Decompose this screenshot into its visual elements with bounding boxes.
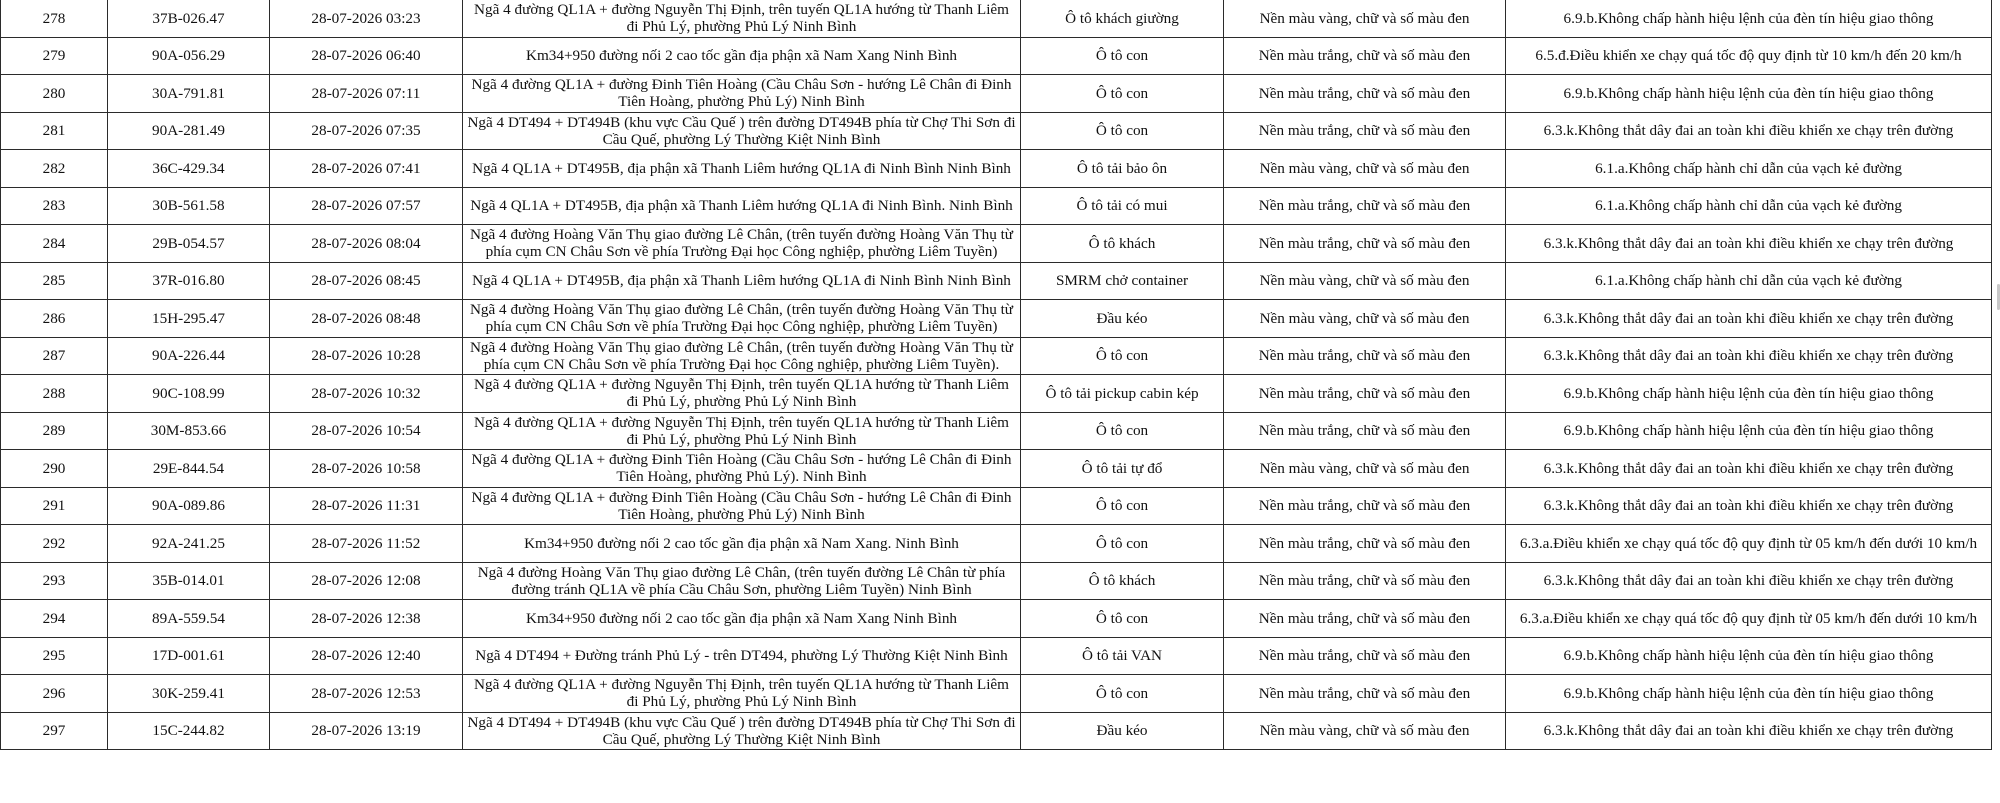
cell-vehicle-type: Ô tô con xyxy=(1021,412,1224,450)
cell-plate-number: 30B-561.58 xyxy=(108,187,270,225)
cell-plate-color: Nền màu trắng, chữ và số màu đen xyxy=(1224,637,1506,675)
cell-violation-time: 28-07-2026 12:38 xyxy=(270,600,463,638)
cell-stt: 290 xyxy=(1,450,108,488)
cell-vehicle-type: Ô tô con xyxy=(1021,600,1224,638)
table-row xyxy=(1,562,1992,600)
cell-violation-time: 28-07-2026 12:53 xyxy=(270,675,463,713)
cell-vehicle-type: Ô tô tải có mui xyxy=(1021,187,1224,225)
cell-plate-color: Nền màu vàng, chữ và số màu đen xyxy=(1224,262,1506,300)
cell-stt: 286 xyxy=(1,300,108,338)
cell-plate-number: 17D-001.61 xyxy=(108,637,270,675)
cell-stt: 283 xyxy=(1,187,108,225)
cell-plate-color: Nền màu trắng, chữ và số màu đen xyxy=(1224,412,1506,450)
cell-stt: 279 xyxy=(1,37,108,75)
cell-plate-color: Nền màu trắng, chữ và số màu đen xyxy=(1224,562,1506,600)
table-row xyxy=(1,112,1992,150)
cell-violation-time: 28-07-2026 08:48 xyxy=(270,300,463,338)
cell-violation-time: 28-07-2026 07:35 xyxy=(270,112,463,150)
cell-stt: 294 xyxy=(1,600,108,638)
table-row xyxy=(1,600,1992,638)
cell-plate-number: 37R-016.80 xyxy=(108,262,270,300)
cell-violation: 6.9.b.Không chấp hành hiệu lệnh của đèn tín hiệu giao thông xyxy=(1506,675,1992,713)
cell-violation-time: 28-07-2026 08:04 xyxy=(270,225,463,263)
cell-vehicle-type: Ô tô khách xyxy=(1021,225,1224,263)
cell-location: Ngã 4 đường QL1A + đường Nguyễn Thị Định, trên tuyến QL1A hướng từ Thanh Liêm đi Phủ Lý, phường Phủ Lý Ninh Bình xyxy=(463,375,1021,413)
cell-location: Ngã 4 QL1A + DT495B, địa phận xã Thanh Liêm hướng QL1A đi Ninh Bình Ninh Bình xyxy=(463,150,1021,188)
cell-vehicle-type: Ô tô tải tự đổ xyxy=(1021,450,1224,488)
cell-violation-time: 28-07-2026 12:40 xyxy=(270,637,463,675)
cell-plate-color: Nền màu trắng, chữ và số màu đen xyxy=(1224,112,1506,150)
cell-location: Ngã 4 đường QL1A + đường Nguyễn Thị Định, trên tuyến QL1A hướng từ Thanh Liêm đi Phủ Lý, phường Phủ Lý Ninh Bình xyxy=(463,0,1021,37)
cell-plate-number: 30M-853.66 xyxy=(108,412,270,450)
cell-location: Ngã 4 đường Hoàng Văn Thụ giao đường Lê Chân, (trên tuyến đường Hoàng Văn Thụ từ phía cụm CN Châu Sơn về phía Trường Đại học Công nghiệp, phường Liêm Tuyền) xyxy=(463,225,1021,263)
cell-violation: 6.9.b.Không chấp hành hiệu lệnh của đèn tín hiệu giao thông xyxy=(1506,637,1992,675)
cell-vehicle-type: Ô tô con xyxy=(1021,37,1224,75)
table-row xyxy=(1,262,1992,300)
cell-violation: 6.3.k.Không thắt dây đai an toàn khi điều khiển xe chạy trên đường xyxy=(1506,450,1992,488)
cell-stt: 296 xyxy=(1,675,108,713)
cell-vehicle-type: Ô tô khách xyxy=(1021,562,1224,600)
cell-stt: 284 xyxy=(1,225,108,263)
violations-table-body xyxy=(1,0,1992,750)
cell-location: Ngã 4 DT494 + Đường tránh Phủ Lý - trên DT494, phường Lý Thường Kiệt Ninh Bình xyxy=(463,637,1021,675)
cell-location: Ngã 4 đường Hoàng Văn Thụ giao đường Lê Chân, (trên tuyến đường Hoàng Văn Thụ từ phía cụm CN Châu Sơn về phía Trường Đại học Công nghiệp, phường Liêm Tuyền). xyxy=(463,337,1021,375)
cell-stt: 291 xyxy=(1,487,108,525)
cell-location: Ngã 4 đường Hoàng Văn Thụ giao đường Lê Chân, (trên tuyến đường Hoàng Văn Thụ từ phía cụm CN Châu Sơn về phía Trường Đại học Công nghiệp, phường Liêm Tuyền) xyxy=(463,300,1021,338)
table-row xyxy=(1,0,1992,37)
table-row xyxy=(1,487,1992,525)
cell-plate-color: Nền màu trắng, chữ và số màu đen xyxy=(1224,375,1506,413)
table-row xyxy=(1,300,1992,338)
cell-vehicle-type: Ô tô con xyxy=(1021,675,1224,713)
cell-violation: 6.3.k.Không thắt dây đai an toàn khi điều khiển xe chạy trên đường xyxy=(1506,562,1992,600)
cell-violation-time: 28-07-2026 07:41 xyxy=(270,150,463,188)
cell-plate-number: 15H-295.47 xyxy=(108,300,270,338)
cell-stt: 297 xyxy=(1,712,108,750)
cell-location: Ngã 4 QL1A + DT495B, địa phận xã Thanh Liêm hướng QL1A đi Ninh Bình Ninh Bình xyxy=(463,262,1021,300)
cell-vehicle-type: Ô tô tải pickup cabin kép xyxy=(1021,375,1224,413)
table-row xyxy=(1,450,1992,488)
cell-violation: 6.3.a.Điều khiển xe chạy quá tốc độ quy định từ 05 km/h đến dưới 10 km/h xyxy=(1506,600,1992,638)
cell-vehicle-type: Ô tô khách giường xyxy=(1021,0,1224,37)
cell-plate-number: 29E-844.54 xyxy=(108,450,270,488)
cell-vehicle-type: Đầu kéo xyxy=(1021,712,1224,750)
cell-plate-number: 30K-259.41 xyxy=(108,675,270,713)
cell-violation: 6.9.b.Không chấp hành hiệu lệnh của đèn tín hiệu giao thông xyxy=(1506,75,1992,113)
cell-plate-color: Nền màu trắng, chữ và số màu đen xyxy=(1224,225,1506,263)
cell-vehicle-type: Ô tô con xyxy=(1021,75,1224,113)
cell-plate-number: 90A-281.49 xyxy=(108,112,270,150)
cell-plate-number: 35B-014.01 xyxy=(108,562,270,600)
cell-vehicle-type: Ô tô tải bảo ôn xyxy=(1021,150,1224,188)
cell-vehicle-type: Ô tô tải VAN xyxy=(1021,637,1224,675)
table-row xyxy=(1,412,1992,450)
cell-violation: 6.1.a.Không chấp hành chỉ dẫn của vạch kẻ đường xyxy=(1506,187,1992,225)
cell-location: Km34+950 đường nối 2 cao tốc gần địa phận xã Nam Xang Ninh Bình xyxy=(463,600,1021,638)
cell-location: Ngã 4 QL1A + DT495B, địa phận xã Thanh Liêm hướng QL1A đi Ninh Bình. Ninh Bình xyxy=(463,187,1021,225)
cell-violation-time: 28-07-2026 11:52 xyxy=(270,525,463,563)
cell-violation-time: 28-07-2026 06:40 xyxy=(270,37,463,75)
cell-plate-number: 89A-559.54 xyxy=(108,600,270,638)
cell-plate-number: 29B-054.57 xyxy=(108,225,270,263)
cell-plate-number: 90A-226.44 xyxy=(108,337,270,375)
cell-violation-time: 28-07-2026 10:58 xyxy=(270,450,463,488)
cell-violation: 6.1.a.Không chấp hành chỉ dẫn của vạch kẻ đường xyxy=(1506,150,1992,188)
cell-stt: 288 xyxy=(1,375,108,413)
cell-violation: 6.3.k.Không thắt dây đai an toàn khi điều khiển xe chạy trên đường xyxy=(1506,112,1992,150)
cell-violation-time: 28-07-2026 03:23 xyxy=(270,0,463,37)
cell-violation: 6.3.k.Không thắt dây đai an toàn khi điều khiển xe chạy trên đường xyxy=(1506,487,1992,525)
cell-stt: 293 xyxy=(1,562,108,600)
cell-plate-color: Nền màu trắng, chữ và số màu đen xyxy=(1224,187,1506,225)
cell-stt: 280 xyxy=(1,75,108,113)
table-row xyxy=(1,187,1992,225)
cell-stt: 287 xyxy=(1,337,108,375)
table-row xyxy=(1,225,1992,263)
cell-violation-time: 28-07-2026 10:54 xyxy=(270,412,463,450)
cell-violation-time: 28-07-2026 12:08 xyxy=(270,562,463,600)
cell-plate-color: Nền màu trắng, chữ và số màu đen xyxy=(1224,525,1506,563)
cell-vehicle-type: SMRM chở container xyxy=(1021,262,1224,300)
cell-plate-color: Nền màu trắng, chữ và số màu đen xyxy=(1224,487,1506,525)
cell-plate-number: 36C-429.34 xyxy=(108,150,270,188)
cell-location: Ngã 4 đường QL1A + đường Đinh Tiên Hoàng (Cầu Châu Sơn - hướng Lê Chân đi Đinh Tiên Hoàng, phường Phủ Lý) Ninh Bình xyxy=(463,487,1021,525)
table-row xyxy=(1,637,1992,675)
cell-stt: 289 xyxy=(1,412,108,450)
cell-violation: 6.3.k.Không thắt dây đai an toàn khi điều khiển xe chạy trên đường xyxy=(1506,300,1992,338)
cell-violation-time: 28-07-2026 08:45 xyxy=(270,262,463,300)
cell-violation: 6.9.b.Không chấp hành hiệu lệnh của đèn tín hiệu giao thông xyxy=(1506,375,1992,413)
table-row xyxy=(1,75,1992,113)
cell-vehicle-type: Ô tô con xyxy=(1021,112,1224,150)
cell-location: Ngã 4 đường QL1A + đường Đinh Tiên Hoàng (Cầu Châu Sơn - hướng Lê Chân đi Đinh Tiên Hoàng, phường Phủ Lý) Ninh Bình xyxy=(463,75,1021,113)
cell-violation: 6.3.k.Không thắt dây đai an toàn khi điều khiển xe chạy trên đường xyxy=(1506,712,1992,750)
cell-plate-color: Nền màu trắng, chữ và số màu đen xyxy=(1224,37,1506,75)
cell-location: Ngã 4 đường QL1A + đường Đinh Tiên Hoàng (Cầu Châu Sơn - hướng Lê Chân đi Đinh Tiên Hoàng, phường Phủ Lý). Ninh Bình xyxy=(463,450,1021,488)
cell-plate-color: Nền màu trắng, chữ và số màu đen xyxy=(1224,75,1506,113)
cell-violation: 6.3.k.Không thắt dây đai an toàn khi điều khiển xe chạy trên đường xyxy=(1506,225,1992,263)
cell-stt: 281 xyxy=(1,112,108,150)
cell-violation: 6.5.đ.Điều khiển xe chạy quá tốc độ quy định từ 10 km/h đến 20 km/h xyxy=(1506,37,1992,75)
cell-stt: 292 xyxy=(1,525,108,563)
table-row xyxy=(1,675,1992,713)
cell-location: Ngã 4 đường QL1A + đường Nguyễn Thị Định, trên tuyến QL1A hướng từ Thanh Liêm đi Phủ Lý, phường Phủ Lý Ninh Bình xyxy=(463,675,1021,713)
cell-violation-time: 28-07-2026 07:57 xyxy=(270,187,463,225)
cell-plate-color: Nền màu vàng, chữ và số màu đen xyxy=(1224,0,1506,37)
cell-plate-color: Nền màu trắng, chữ và số màu đen xyxy=(1224,675,1506,713)
cell-plate-number: 92A-241.25 xyxy=(108,525,270,563)
cell-violation: 6.9.b.Không chấp hành hiệu lệnh của đèn tín hiệu giao thông xyxy=(1506,412,1992,450)
cell-location: Ngã 4 đường QL1A + đường Nguyễn Thị Định, trên tuyến QL1A hướng từ Thanh Liêm đi Phủ Lý, phường Phủ Lý Ninh Bình xyxy=(463,412,1021,450)
cell-violation-time: 28-07-2026 13:19 xyxy=(270,712,463,750)
table-row xyxy=(1,337,1992,375)
cell-plate-color: Nền màu vàng, chữ và số màu đen xyxy=(1224,300,1506,338)
cell-location: Ngã 4 DT494 + DT494B (khu vực Cầu Quế ) trên đường DT494B phía từ Chợ Thi Sơn đi Cầu Quế, phường Lý Thường Kiệt Ninh Bình xyxy=(463,712,1021,750)
cell-location: Km34+950 đường nối 2 cao tốc gần địa phận xã Nam Xang Ninh Bình xyxy=(463,37,1021,75)
cell-stt: 282 xyxy=(1,150,108,188)
cell-violation: 6.1.a.Không chấp hành chỉ dẫn của vạch kẻ đường xyxy=(1506,262,1992,300)
cell-violation: 6.3.a.Điều khiển xe chạy quá tốc độ quy định từ 05 km/h đến dưới 10 km/h xyxy=(1506,525,1992,563)
cell-plate-number: 90C-108.99 xyxy=(108,375,270,413)
cell-stt: 278 xyxy=(1,0,108,37)
table-row xyxy=(1,525,1992,563)
cell-location: Ngã 4 đường Hoàng Văn Thụ giao đường Lê Chân, (trên tuyến đường Lê Chân từ phía đường tránh QL1A về phía Cầu Châu Sơn, phường Liêm Tuyền) Ninh Bình xyxy=(463,562,1021,600)
cell-location: Km34+950 đường nối 2 cao tốc gần địa phận xã Nam Xang. Ninh Bình xyxy=(463,525,1021,563)
cell-plate-number: 37B-026.47 xyxy=(108,0,270,37)
cell-plate-number: 90A-089.86 xyxy=(108,487,270,525)
cell-plate-color: Nền màu trắng, chữ và số màu đen xyxy=(1224,600,1506,638)
table-row xyxy=(1,150,1992,188)
cell-plate-color: Nền màu vàng, chữ và số màu đen xyxy=(1224,150,1506,188)
cell-violation-time: 28-07-2026 10:28 xyxy=(270,337,463,375)
cell-plate-number: 30A-791.81 xyxy=(108,75,270,113)
cell-violation-time: 28-07-2026 11:31 xyxy=(270,487,463,525)
cell-vehicle-type: Đầu kéo xyxy=(1021,300,1224,338)
table-row xyxy=(1,375,1992,413)
cell-violation: 6.9.b.Không chấp hành hiệu lệnh của đèn tín hiệu giao thông xyxy=(1506,0,1992,37)
cell-plate-number: 15C-244.82 xyxy=(108,712,270,750)
cell-location: Ngã 4 DT494 + DT494B (khu vực Cầu Quế ) trên đường DT494B phía từ Chợ Thi Sơn đi Cầu Quế, phường Lý Thường Kiệt Ninh Bình xyxy=(463,112,1021,150)
cell-violation-time: 28-07-2026 07:11 xyxy=(270,75,463,113)
cell-violation: 6.3.k.Không thắt dây đai an toàn khi điều khiển xe chạy trên đường xyxy=(1506,337,1992,375)
cell-vehicle-type: Ô tô con xyxy=(1021,525,1224,563)
cell-plate-number: 90A-056.29 xyxy=(108,37,270,75)
cell-plate-color: Nền màu vàng, chữ và số màu đen xyxy=(1224,450,1506,488)
cell-stt: 285 xyxy=(1,262,108,300)
cell-plate-color: Nền màu vàng, chữ và số màu đen xyxy=(1224,712,1506,750)
cell-stt: 295 xyxy=(1,637,108,675)
cell-violation-time: 28-07-2026 10:32 xyxy=(270,375,463,413)
cell-vehicle-type: Ô tô con xyxy=(1021,337,1224,375)
table-row xyxy=(1,712,1992,750)
cell-vehicle-type: Ô tô con xyxy=(1021,487,1224,525)
cell-plate-color: Nền màu trắng, chữ và số màu đen xyxy=(1224,337,1506,375)
table-row xyxy=(1,37,1992,75)
